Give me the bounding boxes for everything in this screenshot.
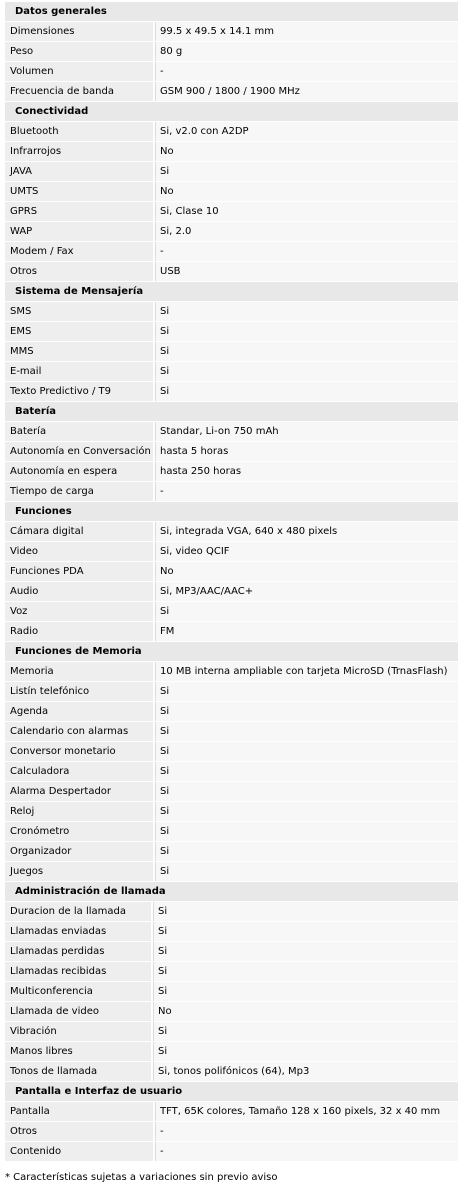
- spec-row: [5, 962, 458, 982]
- spec-label: GPRS: [5, 202, 153, 221]
- spec-label: Llamadas recibidas: [5, 962, 151, 981]
- spec-label: Llamadas enviadas: [5, 922, 151, 941]
- spec-row: [5, 682, 458, 702]
- spec-value: No: [155, 142, 458, 161]
- spec-value: hasta 250 horas: [155, 462, 458, 481]
- spec-value: Si: [153, 962, 458, 981]
- spec-label: Cámara digital: [5, 522, 153, 541]
- spec-row: [5, 122, 458, 142]
- spec-label: Volumen: [5, 62, 153, 81]
- spec-label: Peso: [5, 42, 153, 61]
- spec-value: -: [155, 1142, 458, 1161]
- spec-row: [5, 922, 458, 942]
- spec-value: Si, v2.0 con A2DP: [155, 122, 458, 141]
- spec-row: [5, 762, 458, 782]
- spec-row: [5, 802, 458, 822]
- spec-row: [5, 162, 458, 182]
- spec-value: Si, tonos polifónicos (64), Mp3: [153, 1062, 458, 1081]
- spec-row: [5, 1102, 458, 1122]
- spec-label: Tonos de llamada: [5, 1062, 151, 1081]
- spec-label: Calendario con alarmas: [5, 722, 153, 741]
- spec-label: Manos libres: [5, 1042, 151, 1061]
- spec-value: USB: [155, 262, 458, 281]
- spec-value: Si, MP3/AAC/AAC+: [155, 582, 458, 601]
- spec-row: [5, 622, 458, 642]
- spec-row: [5, 982, 458, 1002]
- spec-value: GSM 900 / 1800 / 1900 MHz: [155, 82, 458, 101]
- spec-value: 99.5 x 49.5 x 14.1 mm: [155, 22, 458, 41]
- section-header: Batería: [5, 402, 458, 422]
- spec-label: Reloj: [5, 802, 153, 821]
- spec-value: hasta 5 horas: [155, 442, 458, 461]
- spec-row: [5, 1002, 458, 1022]
- spec-label: E-mail: [5, 362, 153, 381]
- spec-value: Si, Clase 10: [155, 202, 458, 221]
- spec-value: Si: [155, 742, 458, 761]
- spec-row: [5, 822, 458, 842]
- spec-row: [5, 1142, 458, 1162]
- spec-value: No: [153, 1002, 458, 1021]
- spec-row: [5, 422, 458, 442]
- spec-row: [5, 142, 458, 162]
- spec-label: Otros: [5, 262, 153, 281]
- spec-label: MMS: [5, 342, 153, 361]
- spec-value: Si: [153, 922, 458, 941]
- spec-row: [5, 702, 458, 722]
- spec-row: [5, 862, 458, 882]
- spec-value: Si: [155, 762, 458, 781]
- spec-value: Si: [155, 362, 458, 381]
- spec-row: [5, 582, 458, 602]
- spec-row: [5, 322, 458, 342]
- spec-row: [5, 222, 458, 242]
- spec-row: [5, 602, 458, 622]
- spec-value: TFT, 65K colores, Tamaño 128 x 160 pixels, 32 x 40 mm: [155, 1102, 458, 1121]
- spec-value: Si: [155, 702, 458, 721]
- section-header: Sistema de Mensajería: [5, 282, 458, 302]
- spec-row: [5, 362, 458, 382]
- spec-row: [5, 662, 458, 682]
- spec-label: Cronómetro: [5, 822, 153, 841]
- spec-label: WAP: [5, 222, 153, 241]
- spec-label: UMTS: [5, 182, 153, 201]
- spec-value: FM: [155, 622, 458, 641]
- spec-label: Batería: [5, 422, 153, 441]
- spec-label: Frecuencia de banda: [5, 82, 153, 101]
- spec-row: [5, 182, 458, 202]
- spec-label: Juegos: [5, 862, 153, 881]
- spec-value: Si: [155, 302, 458, 321]
- spec-label: Organizador: [5, 842, 153, 861]
- spec-label: Radio: [5, 622, 153, 641]
- spec-row: [5, 722, 458, 742]
- spec-value: Si, video QCIF: [155, 542, 458, 561]
- spec-row: [5, 942, 458, 962]
- spec-value: Si: [155, 862, 458, 881]
- spec-row: [5, 1122, 458, 1142]
- spec-label: Voz: [5, 602, 153, 621]
- spec-row: [5, 442, 458, 462]
- spec-label: Pantalla: [5, 1102, 153, 1121]
- spec-value: Si: [153, 942, 458, 961]
- spec-value: -: [155, 1122, 458, 1141]
- spec-label: Dimensiones: [5, 22, 153, 41]
- section-header: Funciones de Memoria: [5, 642, 458, 662]
- spec-row: [5, 382, 458, 402]
- spec-label: Conversor monetario: [5, 742, 153, 761]
- spec-label: Audio: [5, 582, 153, 601]
- spec-row: [5, 1042, 458, 1062]
- spec-label: SMS: [5, 302, 153, 321]
- spec-row: [5, 242, 458, 262]
- spec-value: No: [155, 562, 458, 581]
- spec-label: Bluetooth: [5, 122, 153, 141]
- section-header: Conectividad: [5, 102, 458, 122]
- spec-label: Vibración: [5, 1022, 151, 1041]
- spec-row: [5, 842, 458, 862]
- spec-value: -: [155, 482, 458, 501]
- spec-label: Autonomía en espera: [5, 462, 153, 481]
- spec-label: Llamadas perdidas: [5, 942, 151, 961]
- spec-value: No: [155, 182, 458, 201]
- spec-table: [5, 2, 458, 1162]
- section-header: Funciones: [5, 502, 458, 522]
- spec-value: Si: [155, 342, 458, 361]
- spec-row: [5, 542, 458, 562]
- spec-row: [5, 522, 458, 542]
- spec-row: [5, 562, 458, 582]
- spec-row: [5, 342, 458, 362]
- spec-row: [5, 42, 458, 62]
- spec-label: Contenido: [5, 1142, 153, 1161]
- spec-label: Otros: [5, 1122, 153, 1141]
- spec-value: Si: [155, 822, 458, 841]
- spec-value: Si: [155, 602, 458, 621]
- spec-label: Duracion de la llamada: [5, 902, 151, 921]
- spec-row: [5, 742, 458, 762]
- spec-label: Tiempo de carga: [5, 482, 153, 501]
- spec-label: Memoria: [5, 662, 153, 681]
- spec-label: EMS: [5, 322, 153, 341]
- spec-value: Si: [155, 782, 458, 801]
- spec-value: Si: [155, 842, 458, 861]
- spec-value: 80 g: [155, 42, 458, 61]
- spec-label: Funciones PDA: [5, 562, 153, 581]
- spec-value: Si: [155, 722, 458, 741]
- spec-row: [5, 262, 458, 282]
- spec-value: Si: [153, 982, 458, 1001]
- spec-label: Modem / Fax: [5, 242, 153, 261]
- spec-row: [5, 302, 458, 322]
- spec-row: [5, 482, 458, 502]
- spec-label: Autonomía en Conversación: [5, 442, 153, 461]
- spec-value: Si: [155, 162, 458, 181]
- spec-row: [5, 22, 458, 42]
- spec-label: Llamada de video: [5, 1002, 151, 1021]
- spec-label: Video: [5, 542, 153, 561]
- spec-value: -: [155, 242, 458, 261]
- spec-row: [5, 1062, 458, 1082]
- footnote: * Características sujetas a variaciones sin previo aviso: [5, 1172, 278, 1183]
- spec-label: Multiconferencia: [5, 982, 151, 1001]
- section-header: Datos generales: [5, 2, 458, 22]
- spec-row: [5, 782, 458, 802]
- spec-value: 10 MB interna ampliable con tarjeta MicroSD (TrnasFlash): [155, 662, 458, 681]
- spec-label: Infrarrojos: [5, 142, 153, 161]
- spec-label: Calculadora: [5, 762, 153, 781]
- spec-row: [5, 902, 458, 922]
- spec-value: Si, 2.0: [155, 222, 458, 241]
- spec-value: Standar, Li-on 750 mAh: [155, 422, 458, 441]
- spec-label: Alarma Despertador: [5, 782, 153, 801]
- spec-value: Si: [155, 322, 458, 341]
- spec-value: Si: [153, 902, 458, 921]
- spec-value: Si: [153, 1022, 458, 1041]
- spec-label: Agenda: [5, 702, 153, 721]
- spec-label: Texto Predictivo / T9: [5, 382, 153, 401]
- spec-value: Si: [155, 382, 458, 401]
- spec-row: [5, 462, 458, 482]
- spec-label: JAVA: [5, 162, 153, 181]
- spec-row: [5, 202, 458, 222]
- spec-label: Listín telefónico: [5, 682, 153, 701]
- spec-row: [5, 1022, 458, 1042]
- spec-row: [5, 62, 458, 82]
- spec-value: -: [155, 62, 458, 81]
- section-header: Administración de llamada: [5, 882, 458, 902]
- spec-row: [5, 82, 458, 102]
- spec-value: Si: [155, 682, 458, 701]
- spec-value: Si: [153, 1042, 458, 1061]
- spec-value: Si: [155, 802, 458, 821]
- section-header: Pantalla e Interfaz de usuario: [5, 1082, 458, 1102]
- spec-value: Si, integrada VGA, 640 x 480 pixels: [155, 522, 458, 541]
